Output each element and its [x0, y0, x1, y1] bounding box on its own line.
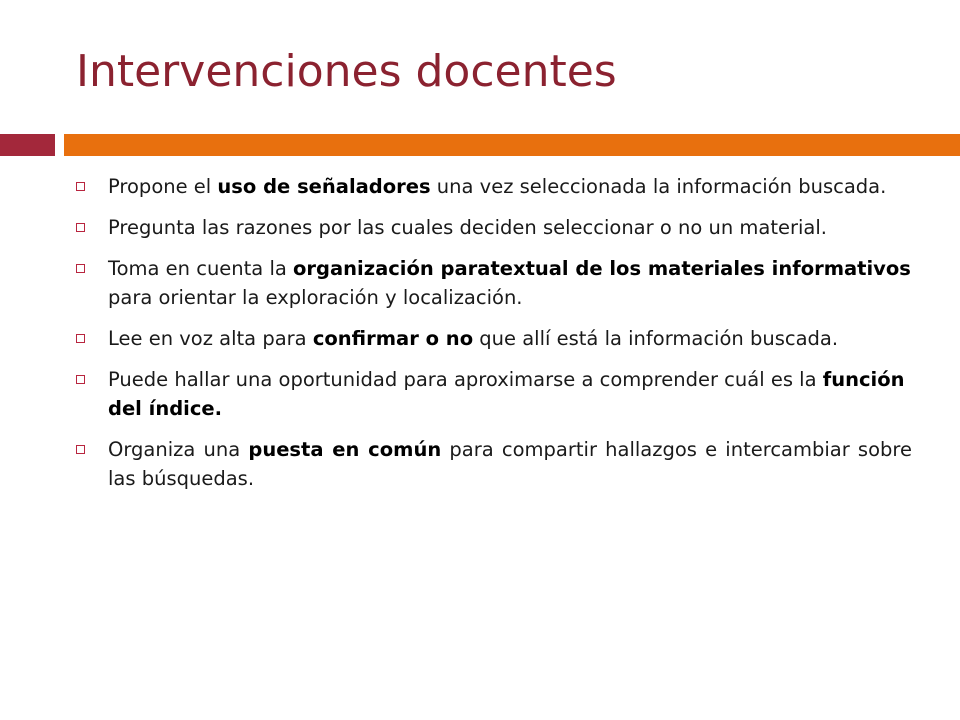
bullet-item [0, 172, 960, 201]
hollow-square-icon [76, 445, 85, 454]
bullet-item [0, 365, 960, 423]
bullet-emphasis: uso de señaladores [217, 175, 431, 198]
hollow-square-icon [76, 223, 85, 232]
accent-bar-left [0, 134, 55, 156]
bullet-item [0, 213, 960, 242]
bullet-item [0, 324, 960, 353]
bullet-emphasis: confirmar o no [312, 327, 474, 350]
bullet-text: Lee en voz alta para [108, 327, 313, 350]
bullet-item [0, 435, 960, 493]
bullet-list [0, 172, 960, 505]
bullet-text: para orientar la exploración y localización. [108, 286, 523, 309]
bullet-emphasis: función del índice. [108, 368, 905, 420]
bullet-text: para compartir hallazgos e intercambiar sobre las búsquedas. [108, 438, 912, 490]
accent-bar-right [64, 134, 960, 156]
bullet-text: Organiza una [108, 438, 249, 461]
hollow-square-icon [76, 375, 85, 384]
hollow-square-icon [76, 264, 85, 273]
bullet-emphasis: puesta en común [248, 438, 442, 461]
bullet-item [0, 254, 960, 312]
bullet-text: Propone el [108, 175, 218, 198]
bullet-text: Puede hallar una oportunidad para aproximarse a comprender cuál es la [108, 368, 823, 391]
bullet-emphasis: organización paratextual de los materiales informativos [293, 257, 911, 280]
hollow-square-icon [76, 182, 85, 191]
hollow-square-icon [76, 334, 85, 343]
bullet-text: Pregunta las razones por las cuales deciden seleccionar o no un material. [108, 216, 827, 239]
bullet-text: una vez seleccionada la información buscada. [430, 175, 887, 198]
bullet-text: Toma en cuenta la [108, 257, 294, 280]
slide-title: Intervenciones docentes [76, 46, 617, 97]
bullet-text: que allí está la información buscada. [473, 327, 839, 350]
